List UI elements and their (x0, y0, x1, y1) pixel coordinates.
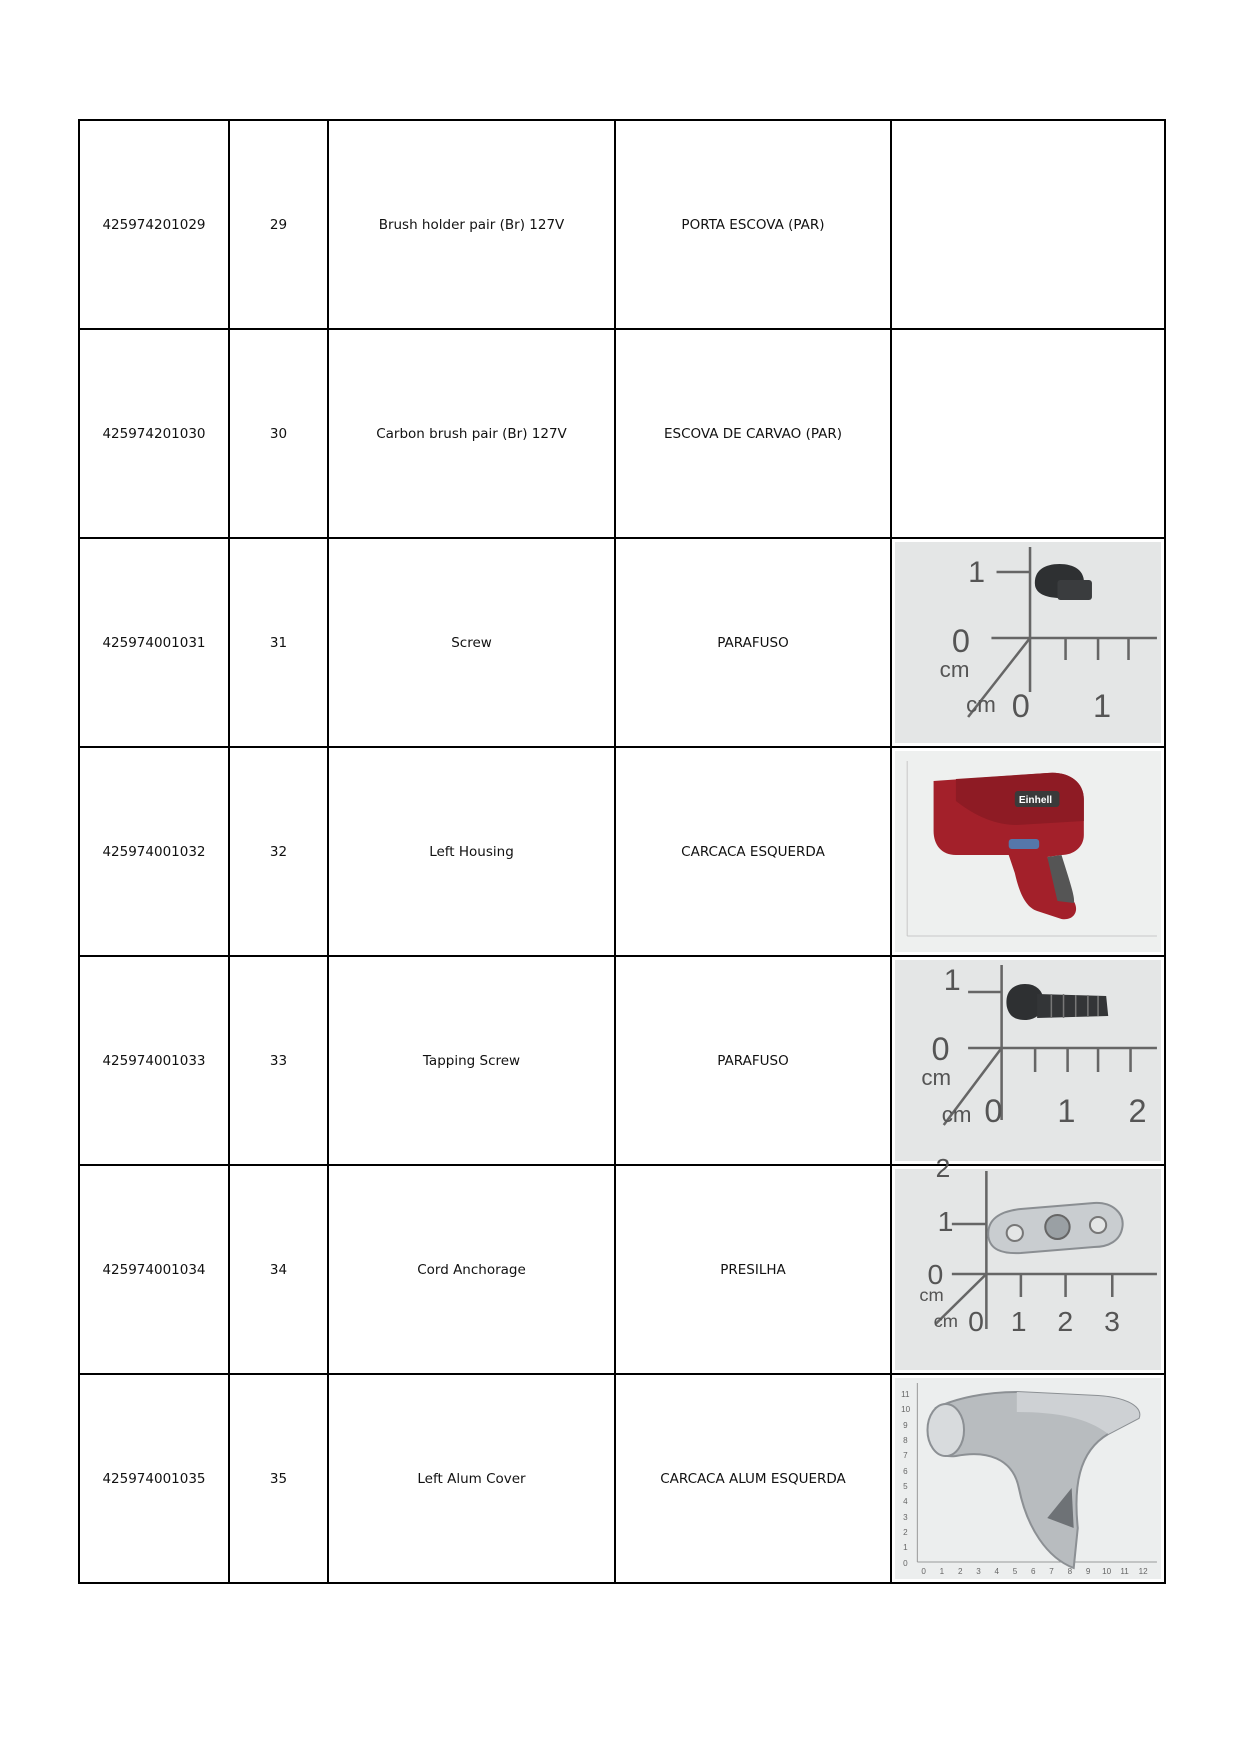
svg-text:11: 11 (901, 1390, 910, 1399)
svg-text:6: 6 (903, 1467, 908, 1476)
description-en: Carbon brush pair (Br) 127V (328, 329, 615, 538)
screw-photo (895, 542, 1161, 743)
position-number: 35 (229, 1374, 328, 1583)
svg-text:6: 6 (1031, 1567, 1036, 1576)
svg-text:0: 0 (903, 1559, 908, 1568)
table-row (79, 120, 1165, 329)
description-pt: CARCACA ALUM ESQUERDA (615, 1374, 891, 1583)
article-number: 425974001035 (79, 1374, 229, 1583)
article-number: 425974201029 (79, 120, 229, 329)
svg-text:cm: cm (921, 1065, 952, 1090)
description-pt: PARAFUSO (615, 956, 891, 1165)
svg-text:3: 3 (976, 1567, 981, 1576)
svg-text:2: 2 (935, 1153, 951, 1183)
description-pt: CARCACA ESQUERDA (615, 747, 891, 956)
svg-text:9: 9 (1085, 1567, 1091, 1576)
svg-text:5: 5 (903, 1482, 908, 1491)
svg-text:0: 0 (984, 1093, 1003, 1129)
part-image-cell (891, 538, 1165, 747)
description-en: Left Alum Cover (328, 1374, 615, 1583)
svg-text:1: 1 (968, 556, 986, 589)
description-pt: ESCOVA DE CARVAO (PAR) (615, 329, 891, 538)
svg-text:11: 11 (1120, 1567, 1129, 1576)
svg-text:3: 3 (1104, 1305, 1120, 1337)
svg-text:1: 1 (937, 1205, 954, 1237)
svg-text:1: 1 (1010, 1305, 1027, 1337)
table-row (79, 329, 1165, 538)
article-number: 425974001034 (79, 1165, 229, 1374)
description-en: Tapping Screw (328, 956, 615, 1165)
position-number: 29 (229, 120, 328, 329)
svg-text:5: 5 (1012, 1567, 1018, 1576)
table-row (79, 1165, 1165, 1374)
part-image-cell (891, 329, 1165, 538)
description-pt: PORTA ESCOVA (PAR) (615, 120, 891, 329)
tapping-screw-photo (895, 960, 1161, 1161)
article-number: 425974001031 (79, 538, 229, 747)
svg-text:2: 2 (903, 1528, 908, 1537)
svg-text:0: 0 (1011, 688, 1030, 724)
svg-text:2: 2 (957, 1567, 963, 1576)
position-number: 30 (229, 329, 328, 538)
cord-clamp-photo (895, 1153, 1161, 1370)
position-number: 33 (229, 956, 328, 1165)
svg-text:0: 0 (921, 1567, 926, 1576)
position-number: 34 (229, 1165, 328, 1374)
table-row (79, 747, 1165, 956)
svg-text:Einhell: Einhell (1018, 795, 1053, 806)
description-en: Cord Anchorage (328, 1165, 615, 1374)
parts-table (78, 119, 1166, 1584)
svg-text:8: 8 (1067, 1567, 1073, 1576)
table-row (79, 956, 1165, 1165)
description-pt: PRESILHA (615, 1165, 891, 1374)
part-image-cell (891, 120, 1165, 329)
svg-text:cm: cm (919, 1285, 944, 1305)
part-image-cell (891, 1374, 1165, 1583)
drill-housing-photo (895, 751, 1161, 952)
description-en: Brush holder pair (Br) 127V (328, 120, 615, 329)
part-image-cell (891, 956, 1165, 1165)
svg-text:1: 1 (943, 964, 961, 997)
article-number: 425974001032 (79, 747, 229, 956)
svg-text:8: 8 (903, 1436, 908, 1445)
svg-text:7: 7 (1049, 1567, 1054, 1576)
article-number: 425974001033 (79, 956, 229, 1165)
svg-text:12: 12 (1138, 1567, 1148, 1576)
svg-text:0: 0 (927, 1258, 944, 1290)
table-row (79, 538, 1165, 747)
description-en: Left Housing (328, 747, 615, 956)
svg-text:cm: cm (933, 1311, 958, 1331)
table-row (79, 1374, 1165, 1583)
article-number: 425974201030 (79, 329, 229, 538)
alum-cover-photo (895, 1378, 1161, 1579)
description-en: Screw (328, 538, 615, 747)
svg-text:4: 4 (903, 1497, 908, 1506)
svg-text:2: 2 (1128, 1093, 1147, 1129)
svg-text:3: 3 (903, 1513, 908, 1522)
svg-text:1: 1 (1092, 688, 1112, 724)
svg-text:1: 1 (903, 1543, 908, 1552)
svg-text:1: 1 (939, 1567, 945, 1576)
svg-text:0: 0 (931, 1031, 950, 1067)
svg-text:7: 7 (903, 1451, 908, 1460)
svg-text:cm: cm (966, 692, 996, 717)
part-image-cell (891, 747, 1165, 956)
svg-text:10: 10 (901, 1405, 911, 1414)
svg-text:1: 1 (1057, 1093, 1076, 1129)
svg-text:cm: cm (939, 657, 970, 682)
part-image-cell (891, 1153, 1165, 1374)
svg-text:2: 2 (1057, 1305, 1074, 1337)
description-pt: PARAFUSO (615, 538, 891, 747)
position-number: 32 (229, 747, 328, 956)
svg-text:4: 4 (994, 1567, 1000, 1576)
svg-text:0: 0 (951, 623, 970, 659)
svg-text:cm: cm (941, 1102, 972, 1127)
position-number: 31 (229, 538, 328, 747)
svg-text:0: 0 (968, 1305, 984, 1337)
svg-text:10: 10 (1102, 1567, 1112, 1576)
svg-text:9: 9 (903, 1421, 908, 1430)
